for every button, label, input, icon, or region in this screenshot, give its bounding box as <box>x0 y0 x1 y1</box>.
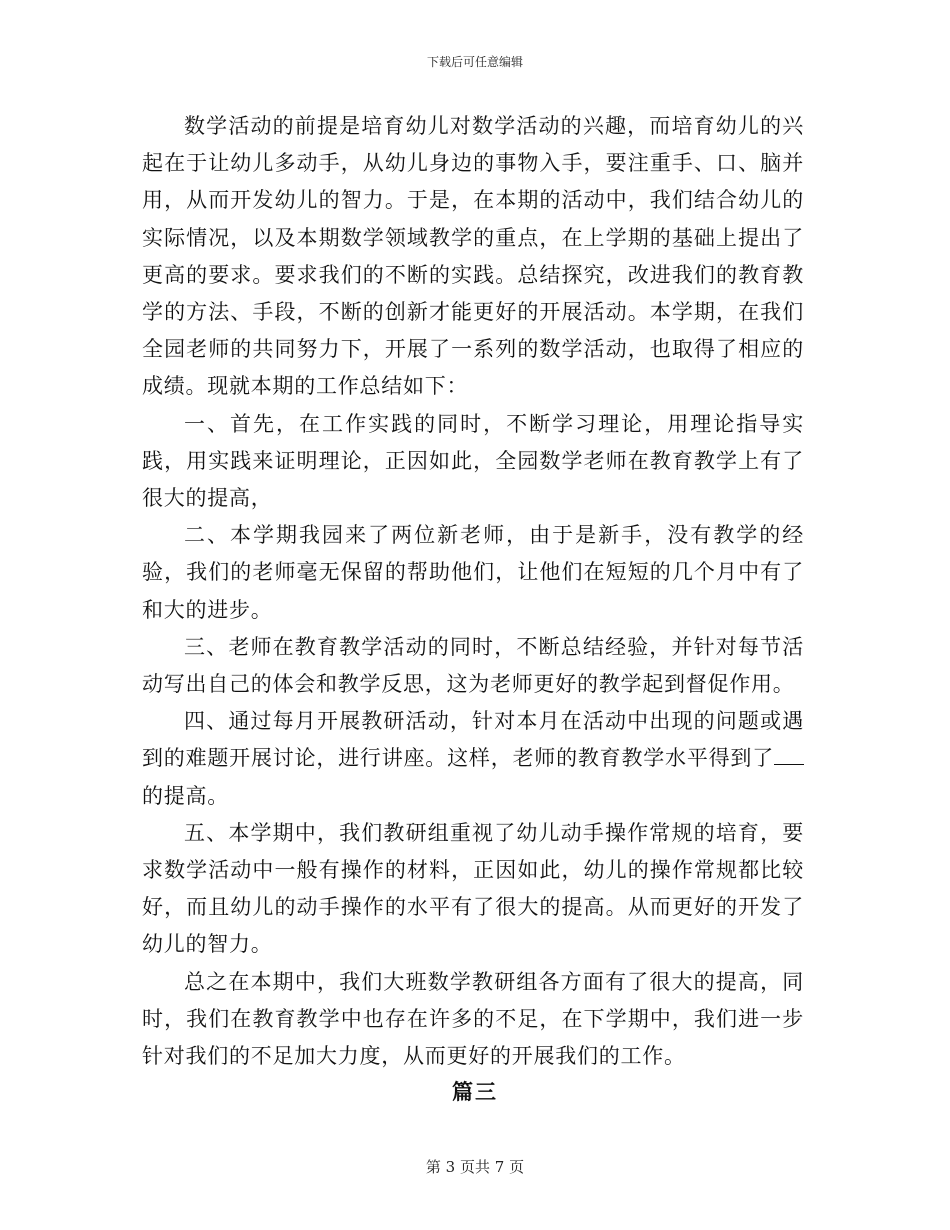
section-title: 篇三 <box>452 1080 498 1104</box>
paragraph-point-2: 二、本学期我园来了两位新老师，由于是新手，没有教学的经验，我们的老师毫无保留的帮助他们，让他们在短短的几个月中有了和大的进步。 <box>142 523 804 622</box>
paragraph-point-4 <box>142 703 804 815</box>
document-body <box>142 108 804 1075</box>
paragraph-conclusion: 总之在本期中，我们大班数学教研组各方面有了很大的提高，同时，我们在教育教学中也存在许多的不足，在下学期中，我们进一步针对我们的不足加大力度，从而更好的开展我们的工作。 <box>142 969 804 1069</box>
paragraph-point-3: 三、老师在教育教学活动的同时，不断总结经验，并针对每节活动写出自己的体会和教学反思，这为老师更好的教学起到督促作用。 <box>142 634 804 697</box>
paragraph-intro: 数学活动的前提是培育幼儿对数学活动的兴趣，而培育幼儿的兴起在于让幼儿多动手，从幼儿身边的事物入手，要注重手、口、脑并用，从而开发幼儿的智力。于是，在本期的活动中，我们结合幼儿的实际情况，以及本期数学领域教学的重点，在上学期的基础上提出了更高的要求。要求我们的不断的实践。总结探究，改进我们的教育教学的方法、手段，不断的创新才能更好的开展活动。本学期，在我们全园老师的共同努力下，开展了一系列的数学活动，也取得了相应的成绩。现就本期的工作总结如下： <box>142 114 804 399</box>
fill-in-blank <box>774 744 804 765</box>
page-header: 下载后可任意编辑 <box>426 55 523 69</box>
paragraph-point-5: 五、本学期中，我们教研组重视了幼儿动手操作常规的培育，要求数学活动中一般有操作的材料，正因如此，幼儿的操作常规都比较好，而且幼儿的动手操作的水平有了很大的提高。从而更好的开发了幼儿的智力。 <box>142 820 804 957</box>
paragraph-point-1: 一、首先，在工作实践的同时，不断学习理论，用理论指导实践，用实践来证明理论，正因如此，全园数学老师在教育教学上有了很大的提高， <box>142 411 804 511</box>
paragraph-point-4-before: 四、通过每月开展教研活动，针对本月在活动中出现的问题或遇到的难题开展讨论，进行讲座。这样，老师的教育教学水平得到了 <box>142 709 804 771</box>
paragraph-point-4-after: 的提高。 <box>142 783 229 808</box>
page-footer: 第 3 页共 7 页 <box>425 1158 525 1176</box>
